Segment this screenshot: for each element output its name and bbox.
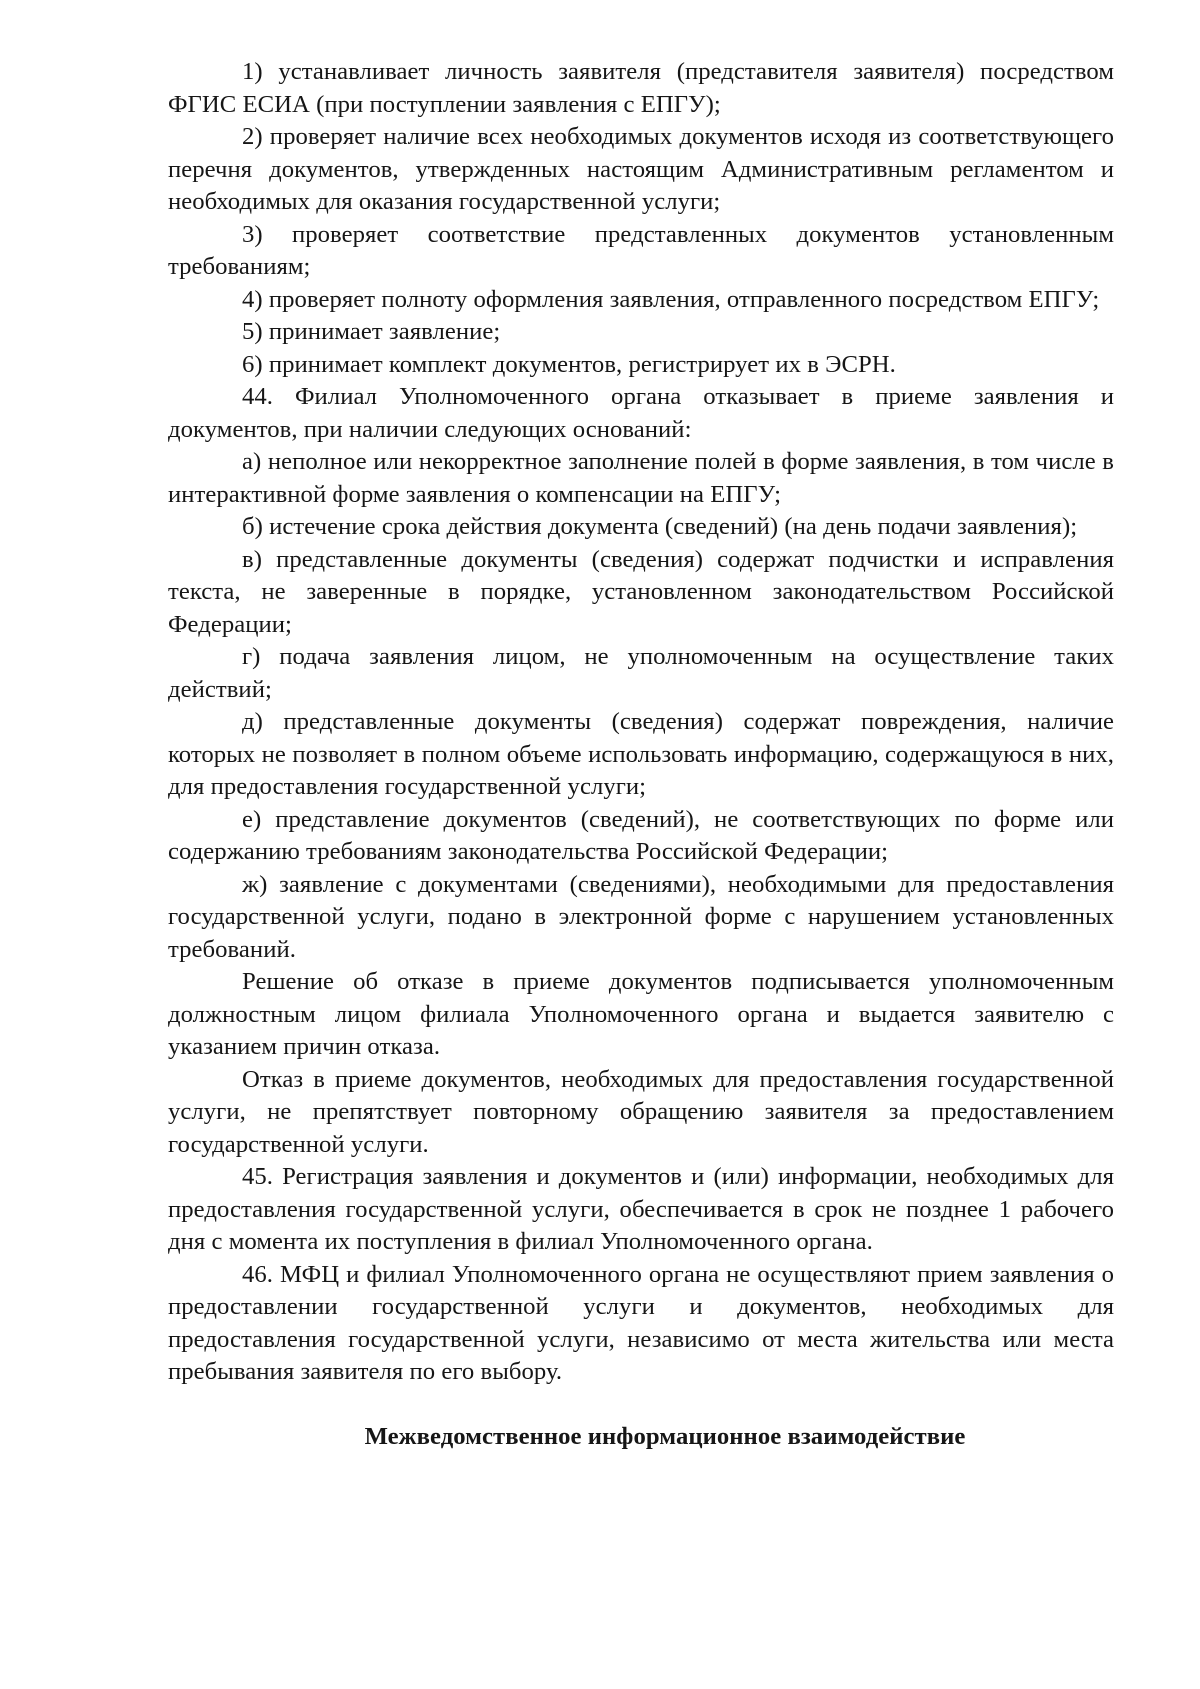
- paragraph-section-45: 45. Регистрация заявления и документов и (или) информации, необходимых для предоставления государственной услуги, обеспечивается в срок не позднее 1 рабочего дня с момента их поступления в филиал Уполномоченного органа.: [168, 1163, 1114, 1255]
- paragraph-ground-g: г) подача заявления лицом, не уполномоченным на осуществление таких действий;: [168, 643, 1114, 703]
- paragraph-ground-b: б) истечение срока действия документа (сведений) (на день подачи заявления);: [242, 513, 1078, 540]
- paragraph-ground-d: д) представленные документы (сведения) содержат повреждения, наличие которых не позволяет в полном объеме использовать информацию, содержащуюся в них, для предоставления государственной услуги;: [168, 708, 1114, 800]
- paragraph-item-5: 5) принимает заявление;: [242, 318, 501, 345]
- paragraph-item-1: 1) устанавливает личность заявителя (представителя заявителя) посредством ФГИС ЕСИА (при поступлении заявления с ЕПГУ);: [168, 58, 1114, 118]
- paragraph-ground-a: а) неполное или некорректное заполнение полей в форме заявления, в том числе в интерактивной форме заявления о компенсации на ЕПГУ;: [168, 448, 1114, 508]
- paragraph-refusal-effect: Отказ в приеме документов, необходимых для предоставления государственной услуги, не препятствует повторному обращению заявителя за предоставлением государственной услуги.: [168, 1065, 1114, 1158]
- paragraph-item-6: 6) принимает комплект документов, регистрирует их в ЭСРН.: [242, 350, 896, 378]
- paragraph-ground-e: е) представление документов (сведений), не соответствующих по форме или содержанию требованиям законодательства Российской Федерации;: [168, 805, 1114, 865]
- paragraph-item-3: 3) проверяет соответствие представленных документов установленным требованиям;: [168, 220, 1114, 280]
- paragraph-item-2: 2) проверяет наличие всех необходимых документов исходя из соответствующего перечня документов, утвержденных настоящим Административным регламентом и необходимых для оказания государственной услуги;: [168, 123, 1114, 215]
- document-page: [168, 56, 1114, 1453]
- paragraph-refusal-decision: Решение об отказе в приеме документов подписывается уполномоченным должностным лицом филиала Уполномоченного органа и выдается заявителю с указанием причин отказа.: [168, 968, 1114, 1060]
- paragraph-section-44: 44. Филиал Уполномоченного органа отказывает в приеме заявления и документов, при наличии следующих оснований:: [168, 383, 1114, 443]
- paragraph-section-46: 46. МФЦ и филиал Уполномоченного органа не осуществляют прием заявления о предоставлении государственной услуги и документов, необходимых для предоставления государственной услуги, независимо от места жительства или места пребывания заявителя по его выбору.: [168, 1260, 1114, 1385]
- section-heading: Межведомственное информационное взаимодействие: [364, 1422, 966, 1450]
- paragraph-ground-zh: ж) заявление с документами (сведениями), необходимыми для предоставления государственной услуги, подано в электронной форме с нарушением установленных требований.: [168, 870, 1114, 963]
- paragraph-ground-v: в) представленные документы (сведения) содержат подчистки и исправления текста, не заверенные в порядке, установленном законодательством Российской Федерации;: [168, 545, 1114, 638]
- paragraph-item-4: 4) проверяет полноту оформления заявления, отправленного посредством ЕПГУ;: [242, 285, 1100, 313]
